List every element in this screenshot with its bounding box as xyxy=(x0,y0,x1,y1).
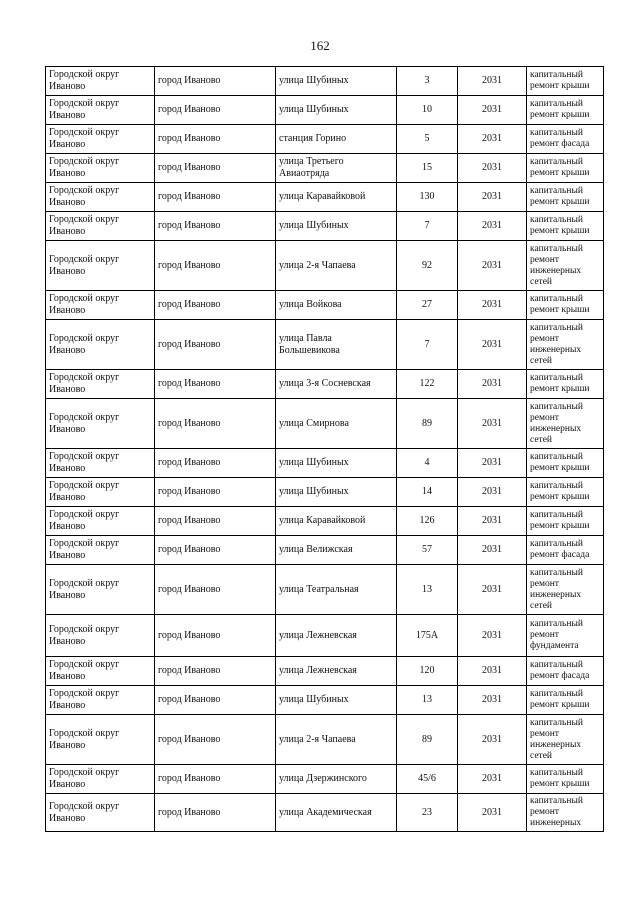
page-number: 162 xyxy=(310,38,330,53)
work-type-cell: капитальный ремонт инженерных xyxy=(527,794,604,832)
house-cell: 27 xyxy=(397,291,458,320)
street-cell: улица Дзержинского xyxy=(276,765,397,794)
house-cell: 13 xyxy=(397,686,458,715)
house-cell: 130 xyxy=(397,183,458,212)
year-cell: 2031 xyxy=(458,183,527,212)
house-cell: 92 xyxy=(397,241,458,291)
house-cell: 7 xyxy=(397,212,458,241)
street-cell: улица Театральная xyxy=(276,565,397,615)
district-cell: Городской округ Иваново xyxy=(46,399,155,449)
table-row xyxy=(46,183,604,212)
street-cell: улица Каравайковой xyxy=(276,507,397,536)
district-cell: Городской округ Иваново xyxy=(46,794,155,832)
street-cell: улица Третьего Авиаотряда xyxy=(276,154,397,183)
table-row xyxy=(46,686,604,715)
house-cell: 10 xyxy=(397,96,458,125)
table-row xyxy=(46,96,604,125)
street-cell: улица Лежневская xyxy=(276,615,397,657)
street-cell: станция Горино xyxy=(276,125,397,154)
district-cell: Городской округ Иваново xyxy=(46,241,155,291)
work-type-cell: капитальный ремонт фасада xyxy=(527,536,604,565)
street-cell: улица Шубиных xyxy=(276,96,397,125)
table-row xyxy=(46,565,604,615)
table-row xyxy=(46,507,604,536)
city-cell: город Иваново xyxy=(155,399,276,449)
house-cell: 7 xyxy=(397,320,458,370)
table-row xyxy=(46,794,604,832)
table-row xyxy=(46,399,604,449)
work-type-cell: капитальный ремонт крыши xyxy=(527,449,604,478)
street-cell: улица Шубиных xyxy=(276,449,397,478)
house-cell: 89 xyxy=(397,715,458,765)
city-cell: город Иваново xyxy=(155,536,276,565)
city-cell: город Иваново xyxy=(155,794,276,832)
city-cell: город Иваново xyxy=(155,765,276,794)
year-cell: 2031 xyxy=(458,794,527,832)
year-cell: 2031 xyxy=(458,370,527,399)
street-cell: улица Академическая xyxy=(276,794,397,832)
work-type-cell: капитальный ремонт крыши xyxy=(527,67,604,96)
street-cell: улица Велижская xyxy=(276,536,397,565)
city-cell: город Иваново xyxy=(155,212,276,241)
year-cell: 2031 xyxy=(458,536,527,565)
year-cell: 2031 xyxy=(458,449,527,478)
housing-repair-table xyxy=(45,66,604,832)
street-cell: улица Павла Большевикова xyxy=(276,320,397,370)
district-cell: Городской округ Иваново xyxy=(46,478,155,507)
work-type-cell: капитальный ремонт крыши xyxy=(527,212,604,241)
district-cell: Городской округ Иваново xyxy=(46,536,155,565)
house-cell: 23 xyxy=(397,794,458,832)
work-type-cell: капитальный ремонт инженерных сетей xyxy=(527,241,604,291)
city-cell: город Иваново xyxy=(155,125,276,154)
work-type-cell: капитальный ремонт крыши xyxy=(527,370,604,399)
table-row xyxy=(46,320,604,370)
street-cell: улица Шубиных xyxy=(276,478,397,507)
year-cell: 2031 xyxy=(458,478,527,507)
street-cell: улица Каравайковой xyxy=(276,183,397,212)
street-cell: улица Смирнова xyxy=(276,399,397,449)
district-cell: Городской округ Иваново xyxy=(46,183,155,212)
year-cell: 2031 xyxy=(458,507,527,536)
house-cell: 120 xyxy=(397,657,458,686)
street-cell: улица 3-я Сосневская xyxy=(276,370,397,399)
house-cell: 4 xyxy=(397,449,458,478)
table-row xyxy=(46,715,604,765)
year-cell: 2031 xyxy=(458,765,527,794)
district-cell: Городской округ Иваново xyxy=(46,96,155,125)
street-cell: улица 2-я Чапаева xyxy=(276,241,397,291)
street-cell: улица Шубиных xyxy=(276,686,397,715)
street-cell: улица 2-я Чапаева xyxy=(276,715,397,765)
year-cell: 2031 xyxy=(458,399,527,449)
table-row xyxy=(46,241,604,291)
work-type-cell: капитальный ремонт инженерных сетей xyxy=(527,320,604,370)
house-cell: 175А xyxy=(397,615,458,657)
work-type-cell: капитальный ремонт инженерных сетей xyxy=(527,565,604,615)
work-type-cell: капитальный ремонт крыши xyxy=(527,154,604,183)
work-type-cell: капитальный ремонт крыши xyxy=(527,96,604,125)
district-cell: Городской округ Иваново xyxy=(46,449,155,478)
year-cell: 2031 xyxy=(458,96,527,125)
city-cell: город Иваново xyxy=(155,183,276,212)
table-row xyxy=(46,212,604,241)
work-type-cell: капитальный ремонт фасада xyxy=(527,125,604,154)
table-row xyxy=(46,478,604,507)
work-type-cell: капитальный ремонт инженерных сетей xyxy=(527,399,604,449)
house-cell: 45/6 xyxy=(397,765,458,794)
city-cell: город Иваново xyxy=(155,449,276,478)
year-cell: 2031 xyxy=(458,320,527,370)
city-cell: город Иваново xyxy=(155,657,276,686)
table-row xyxy=(46,291,604,320)
district-cell: Городской округ Иваново xyxy=(46,67,155,96)
work-type-cell: капитальный ремонт крыши xyxy=(527,478,604,507)
year-cell: 2031 xyxy=(458,565,527,615)
district-cell: Городской округ Иваново xyxy=(46,715,155,765)
street-cell: улица Шубиных xyxy=(276,212,397,241)
work-type-cell: капитальный ремонт инженерных сетей xyxy=(527,715,604,765)
house-cell: 13 xyxy=(397,565,458,615)
work-type-cell: капитальный ремонт фундамента xyxy=(527,615,604,657)
year-cell: 2031 xyxy=(458,686,527,715)
year-cell: 2031 xyxy=(458,154,527,183)
table-row xyxy=(46,536,604,565)
year-cell: 2031 xyxy=(458,291,527,320)
district-cell: Городской округ Иваново xyxy=(46,291,155,320)
table-row xyxy=(46,449,604,478)
house-cell: 122 xyxy=(397,370,458,399)
table-row xyxy=(46,67,604,96)
house-cell: 5 xyxy=(397,125,458,154)
year-cell: 2031 xyxy=(458,715,527,765)
city-cell: город Иваново xyxy=(155,478,276,507)
work-type-cell: капитальный ремонт крыши xyxy=(527,291,604,320)
street-cell: улица Шубиных xyxy=(276,67,397,96)
city-cell: город Иваново xyxy=(155,154,276,183)
table-row xyxy=(46,657,604,686)
city-cell: город Иваново xyxy=(155,241,276,291)
district-cell: Городской округ Иваново xyxy=(46,565,155,615)
district-cell: Городской округ Иваново xyxy=(46,615,155,657)
work-type-cell: капитальный ремонт крыши xyxy=(527,507,604,536)
city-cell: город Иваново xyxy=(155,686,276,715)
district-cell: Городской округ Иваново xyxy=(46,212,155,241)
work-type-cell: капитальный ремонт крыши xyxy=(527,686,604,715)
district-cell: Городской округ Иваново xyxy=(46,320,155,370)
house-cell: 14 xyxy=(397,478,458,507)
district-cell: Городской округ Иваново xyxy=(46,370,155,399)
city-cell: город Иваново xyxy=(155,291,276,320)
year-cell: 2031 xyxy=(458,212,527,241)
year-cell: 2031 xyxy=(458,67,527,96)
street-cell: улица Войкова xyxy=(276,291,397,320)
year-cell: 2031 xyxy=(458,615,527,657)
work-type-cell: капитальный ремонт фасада xyxy=(527,657,604,686)
house-cell: 89 xyxy=(397,399,458,449)
house-cell: 57 xyxy=(397,536,458,565)
work-type-cell: капитальный ремонт крыши xyxy=(527,765,604,794)
street-cell: улица Лежневская xyxy=(276,657,397,686)
house-cell: 15 xyxy=(397,154,458,183)
table-row xyxy=(46,154,604,183)
city-cell: город Иваново xyxy=(155,615,276,657)
city-cell: город Иваново xyxy=(155,507,276,536)
city-cell: город Иваново xyxy=(155,370,276,399)
city-cell: город Иваново xyxy=(155,96,276,125)
district-cell: Городской округ Иваново xyxy=(46,765,155,794)
year-cell: 2031 xyxy=(458,657,527,686)
table-row xyxy=(46,125,604,154)
city-cell: город Иваново xyxy=(155,320,276,370)
table-row xyxy=(46,765,604,794)
district-cell: Городской округ Иваново xyxy=(46,507,155,536)
district-cell: Городской округ Иваново xyxy=(46,657,155,686)
city-cell: город Иваново xyxy=(155,565,276,615)
table-row xyxy=(46,615,604,657)
house-cell: 126 xyxy=(397,507,458,536)
district-cell: Городской округ Иваново xyxy=(46,686,155,715)
district-cell: Городской округ Иваново xyxy=(46,125,155,154)
year-cell: 2031 xyxy=(458,125,527,154)
work-type-cell: капитальный ремонт крыши xyxy=(527,183,604,212)
city-cell: город Иваново xyxy=(155,715,276,765)
year-cell: 2031 xyxy=(458,241,527,291)
table-row xyxy=(46,370,604,399)
district-cell: Городской округ Иваново xyxy=(46,154,155,183)
house-cell: 3 xyxy=(397,67,458,96)
city-cell: город Иваново xyxy=(155,67,276,96)
